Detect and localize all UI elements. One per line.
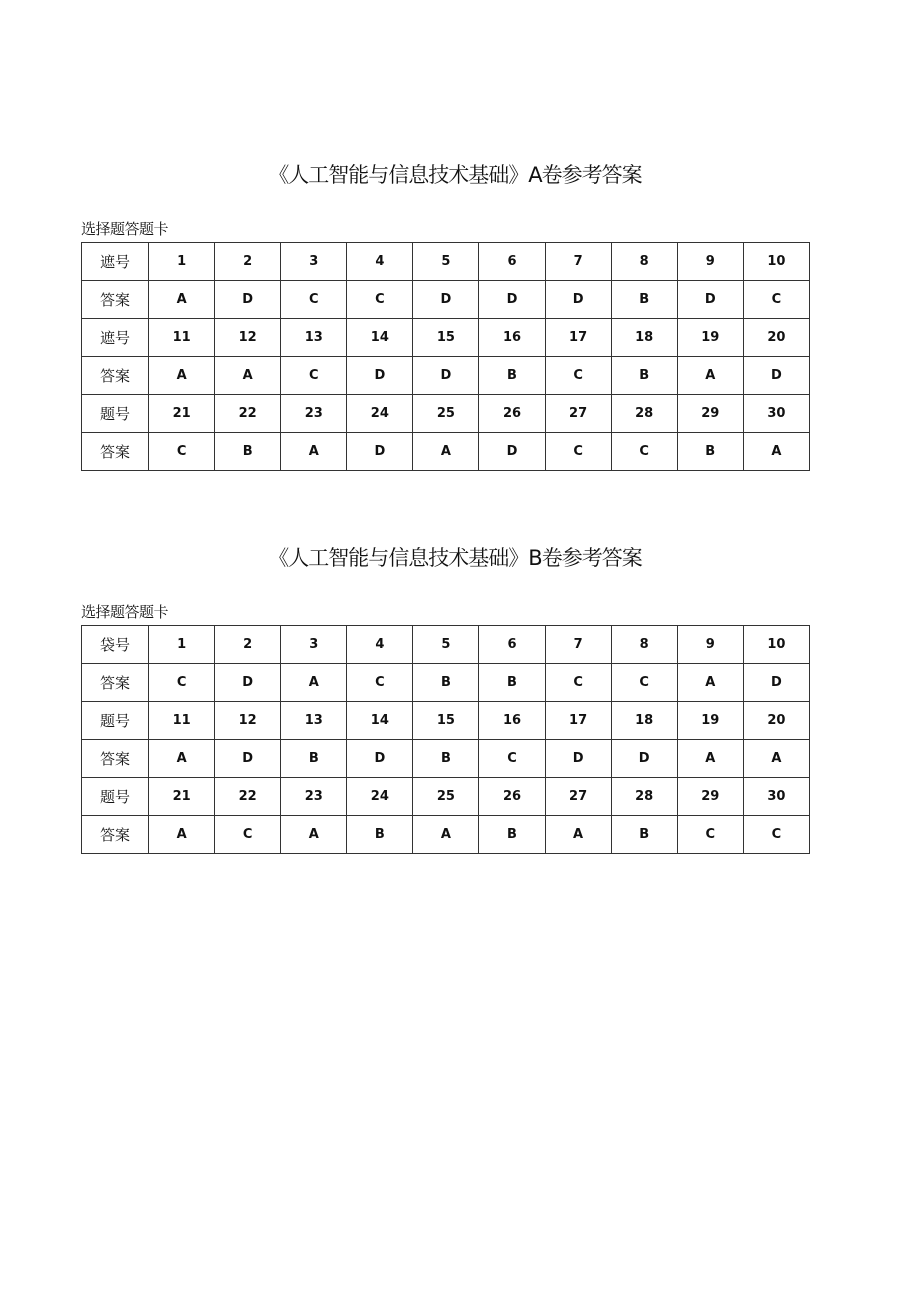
table-cell: 20 — [743, 702, 809, 740]
row-header: 答案 — [82, 664, 149, 702]
table-cell: 5 — [413, 243, 479, 281]
table-cell: A — [149, 816, 215, 854]
table-cell: A — [545, 816, 611, 854]
table-cell: C — [347, 281, 413, 319]
table-cell: 2 — [215, 243, 281, 281]
table-cell: 28 — [611, 395, 677, 433]
table-cell: B — [479, 816, 545, 854]
table-cell: 30 — [743, 395, 809, 433]
table-cell: 30 — [743, 778, 809, 816]
table-cell: D — [215, 281, 281, 319]
table-row — [82, 281, 810, 319]
table-cell: 20 — [743, 319, 809, 357]
table-cell: 24 — [347, 395, 413, 433]
row-header: 遮号 — [82, 319, 149, 357]
table-cell: 7 — [545, 243, 611, 281]
table-cell: 3 — [281, 626, 347, 664]
table-cell: D — [347, 740, 413, 778]
table-cell: 2 — [215, 626, 281, 664]
row-header: 答案 — [82, 816, 149, 854]
table-cell: 15 — [413, 319, 479, 357]
table-cell: D — [545, 740, 611, 778]
table-cell: C — [743, 281, 809, 319]
table-cell: 28 — [611, 778, 677, 816]
table-row — [82, 816, 810, 854]
table-cell: 3 — [281, 243, 347, 281]
table-row — [82, 778, 810, 816]
table-cell: B — [479, 357, 545, 395]
section-a-title: 《人工智能与信息技术基础》A卷参考答案 — [268, 163, 642, 187]
table-cell: A — [215, 357, 281, 395]
row-header: 答案 — [82, 281, 149, 319]
table-cell: 9 — [677, 243, 743, 281]
section-a-answer-table — [81, 242, 810, 471]
table-cell: 12 — [215, 702, 281, 740]
row-header: 题号 — [82, 702, 149, 740]
table-cell: 1 — [149, 243, 215, 281]
table-cell: B — [281, 740, 347, 778]
table-cell: 5 — [413, 626, 479, 664]
table-row — [82, 395, 810, 433]
table-cell: A — [281, 816, 347, 854]
table-cell: D — [677, 281, 743, 319]
table-cell: 27 — [545, 395, 611, 433]
table-cell: A — [149, 740, 215, 778]
table-cell: D — [215, 740, 281, 778]
table-cell: B — [677, 433, 743, 471]
table-cell: 18 — [611, 319, 677, 357]
table-row — [82, 243, 810, 281]
table-row — [82, 357, 810, 395]
table-cell: 16 — [479, 319, 545, 357]
table-cell: D — [413, 357, 479, 395]
table-cell: 12 — [215, 319, 281, 357]
table-cell: 13 — [281, 319, 347, 357]
table-row — [82, 319, 810, 357]
table-cell: D — [347, 433, 413, 471]
table-cell: C — [545, 433, 611, 471]
table-cell: B — [347, 816, 413, 854]
table-cell: 23 — [281, 395, 347, 433]
table-cell: 13 — [281, 702, 347, 740]
row-header: 答案 — [82, 357, 149, 395]
table-cell: A — [677, 740, 743, 778]
table-cell: B — [611, 281, 677, 319]
table-cell: B — [413, 664, 479, 702]
table-cell: A — [149, 281, 215, 319]
table-cell: A — [743, 433, 809, 471]
table-cell: 8 — [611, 243, 677, 281]
table-cell: 6 — [479, 243, 545, 281]
table-row — [82, 433, 810, 471]
table-cell: 11 — [149, 319, 215, 357]
table-cell: 26 — [479, 395, 545, 433]
table-cell: 15 — [413, 702, 479, 740]
table-cell: 27 — [545, 778, 611, 816]
table-cell: 26 — [479, 778, 545, 816]
table-cell: D — [347, 357, 413, 395]
table-cell: 4 — [347, 243, 413, 281]
table-cell: 10 — [743, 243, 809, 281]
row-header: 题号 — [82, 778, 149, 816]
row-header: 袋号 — [82, 626, 149, 664]
table-cell: 14 — [347, 702, 413, 740]
table-cell: 23 — [281, 778, 347, 816]
table-cell: C — [545, 664, 611, 702]
table-cell: 22 — [215, 395, 281, 433]
table-cell: A — [281, 433, 347, 471]
table-cell: C — [677, 816, 743, 854]
table-cell: A — [281, 664, 347, 702]
table-cell: 25 — [413, 395, 479, 433]
table-cell: B — [611, 357, 677, 395]
row-header: 答案 — [82, 433, 149, 471]
table-cell: B — [479, 664, 545, 702]
table-cell: 10 — [743, 626, 809, 664]
table-cell: 11 — [149, 702, 215, 740]
table-cell: 21 — [149, 778, 215, 816]
table-cell: 16 — [479, 702, 545, 740]
table-cell: A — [677, 357, 743, 395]
table-cell: A — [413, 433, 479, 471]
table-cell: 19 — [677, 319, 743, 357]
table-cell: B — [611, 816, 677, 854]
table-cell: B — [215, 433, 281, 471]
table-cell: C — [281, 281, 347, 319]
table-cell: 14 — [347, 319, 413, 357]
table-cell: 24 — [347, 778, 413, 816]
table-row — [82, 626, 810, 664]
section-a-card-label: 选择题答题卡 — [81, 220, 169, 238]
table-cell: C — [611, 664, 677, 702]
table-cell: 8 — [611, 626, 677, 664]
table-cell: C — [611, 433, 677, 471]
table-cell: 1 — [149, 626, 215, 664]
table-cell: 4 — [347, 626, 413, 664]
table-cell: B — [413, 740, 479, 778]
table-row — [82, 664, 810, 702]
table-cell: D — [743, 664, 809, 702]
table-cell: 19 — [677, 702, 743, 740]
table-cell: 29 — [677, 395, 743, 433]
table-cell: D — [479, 433, 545, 471]
table-cell: 6 — [479, 626, 545, 664]
table-cell: A — [149, 357, 215, 395]
table-cell: D — [215, 664, 281, 702]
table-cell: D — [413, 281, 479, 319]
table-cell: C — [479, 740, 545, 778]
table-cell: 17 — [545, 319, 611, 357]
table-cell: C — [149, 664, 215, 702]
section-b-title: 《人工智能与信息技术基础》B卷参考答案 — [268, 546, 642, 570]
table-cell: D — [479, 281, 545, 319]
table-cell: C — [545, 357, 611, 395]
section-b-card-label: 选择题答题卡 — [81, 603, 169, 621]
table-cell: C — [347, 664, 413, 702]
table-cell: D — [743, 357, 809, 395]
table-cell: A — [677, 664, 743, 702]
table-row — [82, 702, 810, 740]
row-header: 题号 — [82, 395, 149, 433]
row-header: 遮号 — [82, 243, 149, 281]
table-cell: C — [215, 816, 281, 854]
table-row — [82, 740, 810, 778]
table-cell: C — [149, 433, 215, 471]
table-cell: 29 — [677, 778, 743, 816]
table-cell: D — [545, 281, 611, 319]
table-cell: A — [743, 740, 809, 778]
table-cell: A — [413, 816, 479, 854]
row-header: 答案 — [82, 740, 149, 778]
table-cell: C — [743, 816, 809, 854]
table-cell: 22 — [215, 778, 281, 816]
table-cell: D — [611, 740, 677, 778]
table-cell: 18 — [611, 702, 677, 740]
table-cell: C — [281, 357, 347, 395]
table-cell: 25 — [413, 778, 479, 816]
section-b-answer-table — [81, 625, 810, 854]
table-cell: 9 — [677, 626, 743, 664]
table-cell: 7 — [545, 626, 611, 664]
table-cell: 17 — [545, 702, 611, 740]
table-cell: 21 — [149, 395, 215, 433]
